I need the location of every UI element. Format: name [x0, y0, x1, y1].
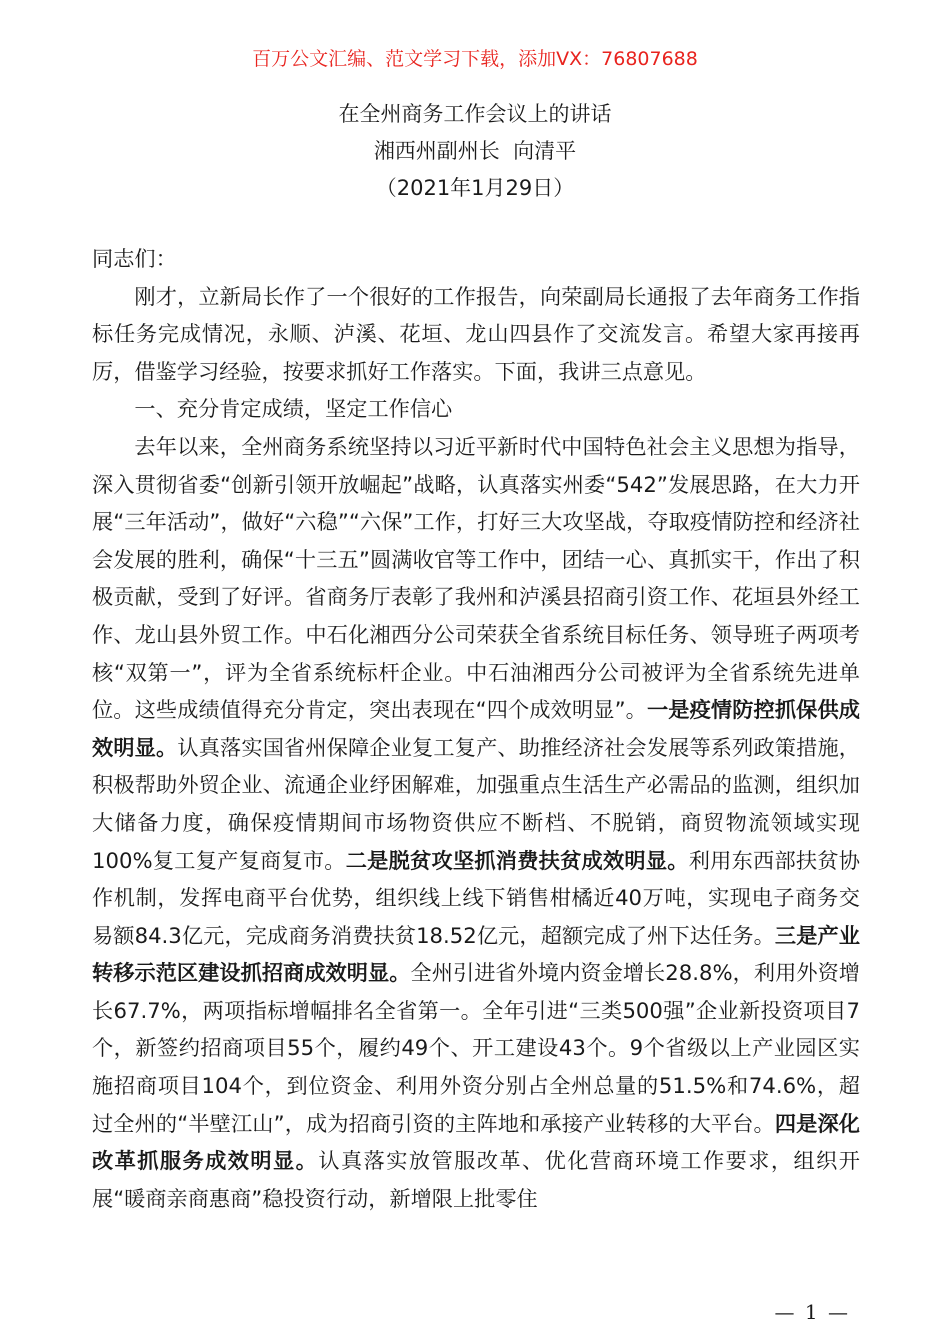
title-block — [0, 96, 950, 207]
point-3-text: 全州引进省外境内资金增长28.8%，利用外资增长67.7%，两项指标增幅排名全省第一。全年引进“三类500强”企业新投资项目7个，新签约招商项目55个，履约49个、开工建设43个。9个省级以上产业园区实施招商项目104个，到位资金、利用外资分别占全州总量的51.5%和74.6%，超过全州的“半壁江山”，成为招商引资的主阵地和承接产业转移的大平台。 — [92, 960, 860, 1136]
point-3-heading: 三是产业转移示范区建设抓招商成效明显。 — [92, 922, 860, 986]
intro-paragraph: 刚才，立新局长作了一个很好的工作报告，向荣副局长通报了去年商务工作指标任务完成情况，永顺、泸溪、花垣、龙山四县作了交流发言。希望大家再接再厉，借鉴学习经验，按要求抓好工作落实。下面，我讲三点意见。 — [92, 283, 860, 384]
speech-body — [92, 240, 860, 1217]
promo-banner: 百万公文汇编、范文学习下载，添加VX：76807688 — [252, 48, 698, 70]
point-2-heading: 二是脱贫攻坚抓消费扶贫成效明显。 — [345, 847, 689, 873]
date-line: （2021年1月29日） — [375, 176, 575, 200]
paragraph-lead: 去年以来，全州商务系统坚持以习近平新时代中国特色社会主义思想为指导，深入贯彻省委“创新引领开放崛起”战略，认真落实州委“542”发展思路，在大力开展“三年活动”，做好“六稳”“六保”工作，打好三大攻坚战，夺取疫情防控和经济社会发展的胜利，确保“十三五”圆满收官等工作中，团结一心、真抓实干，作出了积极贡献，受到了好评。省商务厅表彰了我州和泸溪县招商引资工作、花垣县外经工作、龙山县外贸工作。中石化湘西分公司荣获全省系统目标任务、领导班子两项考核“双第一”，评为全省系统标杆企业。中石油湘西分公司被评为全省系统先进单位。这些成绩值得充分肯定，突出表现在“四个成效明显”。 — [92, 433, 860, 723]
document-title: 在全州商务工作会议上的讲话 — [338, 102, 612, 126]
section-heading-1: 一、充分肯定成绩，坚定工作信心 — [134, 396, 453, 422]
point-2-text: 利用东西部扶贫协作机制，发挥电商平台优势，组织线上线下销售柑橘近40万吨，实现电子商务交易额84.3亿元，完成商务消费扶贫18.52亿元，超额完成了州下达任务。 — [92, 847, 860, 948]
page-number: — 1 — — [774, 1300, 850, 1324]
point-1-text: 认真落实国省州保障企业复工复产、助推经济社会发展等系列政策措施，积极帮助外贸企业、流通企业纾困解难，加强重点生活生产必需品的监测，组织加大储备力度，确保疫情期间市场物资供应不断档、不脱销，商贸物流领域实现100%复工复产复商复市。 — [92, 734, 860, 873]
point-4-text: 认真落实放管服改革、优化营商环境工作要求，组织开展“暖商亲商惠商”稳投资行动，新增限上批零住 — [92, 1148, 860, 1211]
salutation: 同志们： — [92, 246, 177, 271]
speaker-line: 湘西州副州长 向清平 — [373, 139, 577, 163]
point-4-heading: 四是深化改革抓服务成效明显。 — [92, 1110, 860, 1174]
point-1-heading: 一是疫情防控抓保供成效明显。 — [92, 697, 860, 760]
achievements-paragraph — [92, 428, 860, 1217]
